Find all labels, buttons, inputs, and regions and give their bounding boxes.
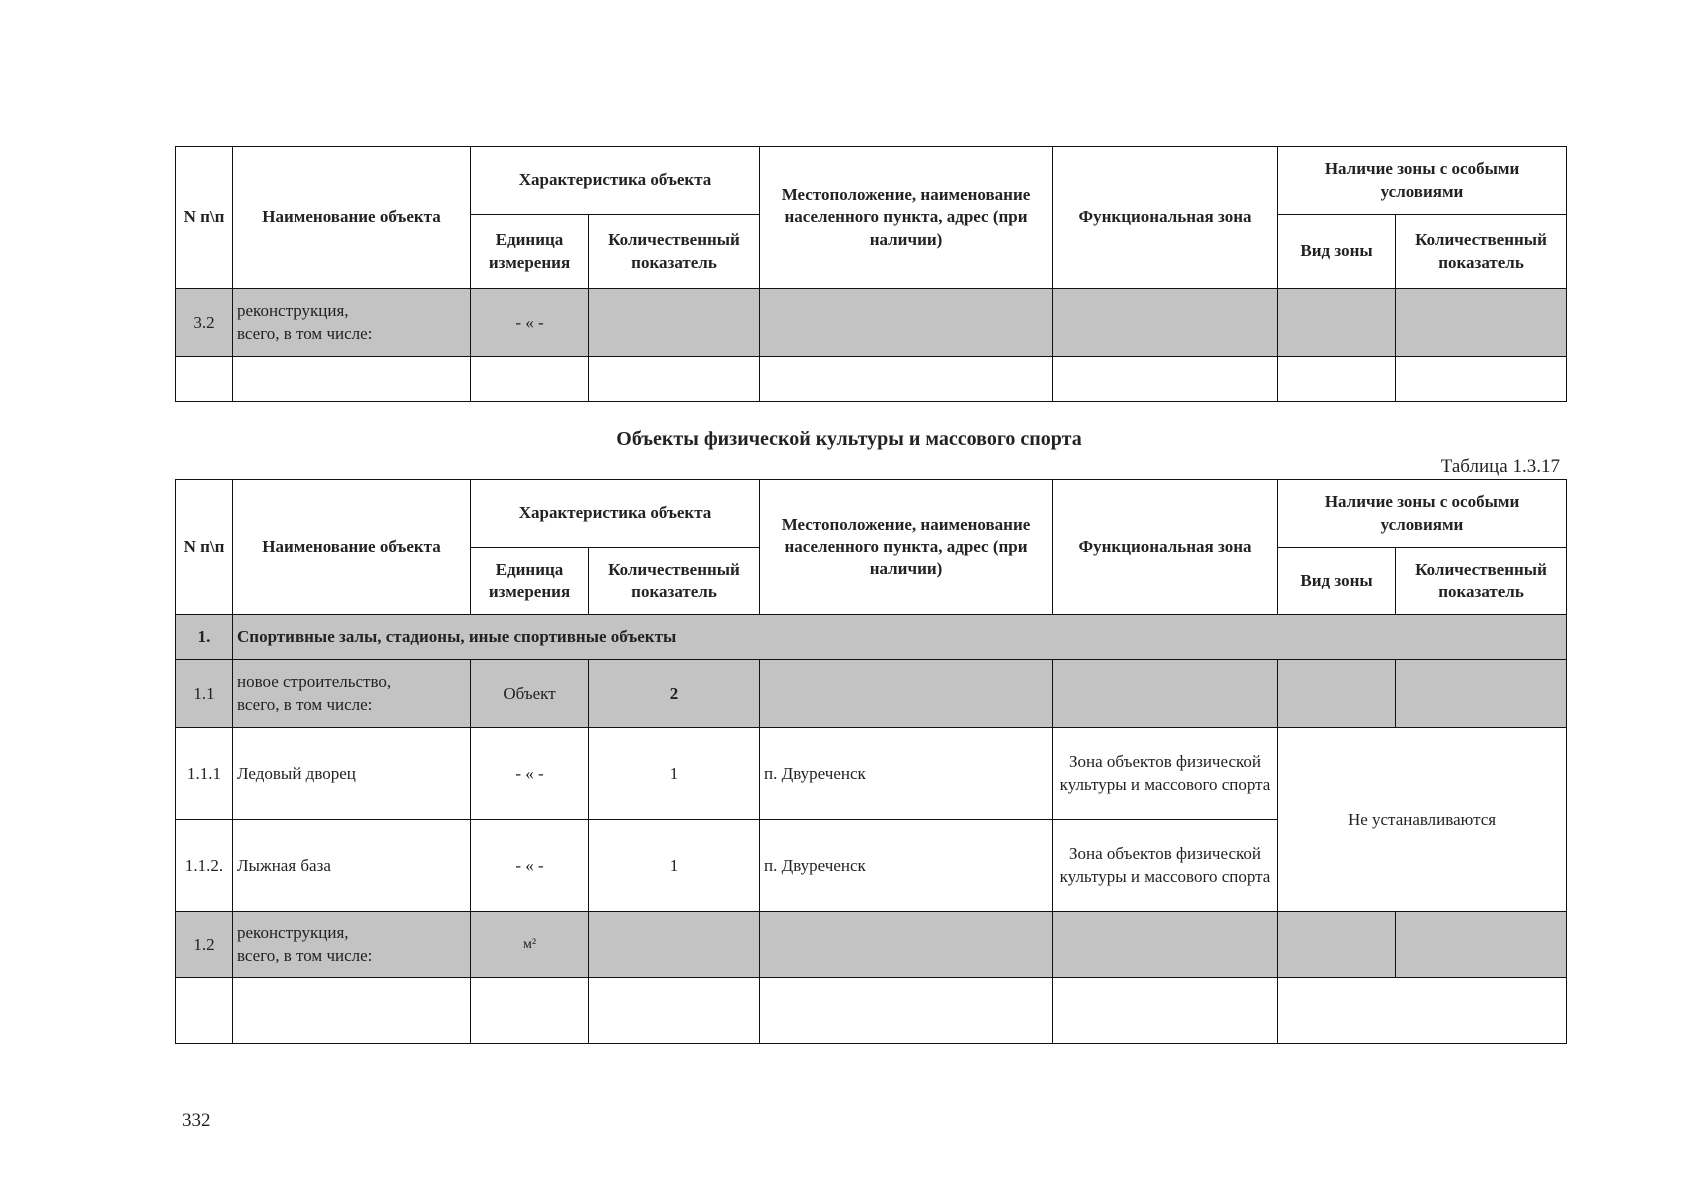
row-zone-type	[1278, 912, 1396, 978]
header-num: N п\п	[176, 147, 233, 289]
table-row	[176, 912, 1567, 978]
header-characteristic: Характеристика объекта	[471, 480, 760, 548]
row-num: 1.1.2.	[176, 820, 233, 912]
table-row	[176, 660, 1567, 728]
row-zone-quantity	[1396, 660, 1567, 728]
row-location: п. Двуреченск	[760, 728, 1053, 820]
header-special-zone: Наличие зоны с особыми условиями	[1278, 480, 1567, 548]
header-special-zone: Наличие зоны с особыми условиями	[1278, 147, 1567, 215]
row-functional-zone	[1053, 660, 1278, 728]
header-num: N п\п	[176, 480, 233, 615]
page-number: 332	[182, 1110, 211, 1131]
row-location	[760, 289, 1053, 357]
table-row	[176, 978, 1567, 1044]
table-row	[176, 289, 1567, 357]
header-unit: Единица измерения	[471, 548, 589, 615]
row-quantity	[589, 289, 760, 357]
section-row	[176, 615, 1567, 660]
row-unit: - « -	[471, 289, 589, 357]
header-quantity: Количественный показатель	[589, 215, 760, 289]
header-quantity: Количественный показатель	[589, 548, 760, 615]
row-functional-zone	[1053, 289, 1278, 357]
row-zone-type	[1278, 289, 1396, 357]
row-num: 1.1.1	[176, 728, 233, 820]
header-zone-type: Вид зоны	[1278, 548, 1396, 615]
row-location	[760, 912, 1053, 978]
row-location: п. Двуреченск	[760, 820, 1053, 912]
header-location: Местоположение, наименование населенного пункта, адрес (при наличии)	[760, 147, 1053, 289]
row-location	[760, 660, 1053, 728]
section-title: Объекты физической культуры и массового спорта	[616, 428, 1082, 450]
row-quantity: 2	[589, 660, 760, 728]
header-unit: Единица измерения	[471, 215, 589, 289]
header-name: Наименование объекта	[233, 480, 471, 615]
row-quantity	[589, 912, 760, 978]
row-zone-quantity	[1396, 912, 1567, 978]
row-name: реконструкция, всего, в том числе:	[233, 289, 471, 357]
header-zone-quantity: Количественный показатель	[1396, 215, 1567, 289]
row-num: 1.2	[176, 912, 233, 978]
header-functional-zone: Функциональная зона	[1053, 147, 1278, 289]
row-functional-zone: Зона объектов физической культуры и массового спорта	[1053, 728, 1278, 820]
header-characteristic: Характеристика объекта	[471, 147, 760, 215]
row-num: 3.2	[176, 289, 233, 357]
row-quantity: 1	[589, 820, 760, 912]
row-name: новое строительство, всего, в том числе:	[233, 660, 471, 728]
header-functional-zone: Функциональная зона	[1053, 480, 1278, 615]
row-quantity: 1	[589, 728, 760, 820]
table-continuation	[175, 146, 1567, 402]
header-name: Наименование объекта	[233, 147, 471, 289]
table-number: Таблица 1.3.17	[1440, 456, 1560, 477]
row-num: 1.1	[176, 660, 233, 728]
header-zone-quantity: Количественный показатель	[1396, 548, 1567, 615]
section-label: Спортивные залы, стадионы, иные спортивные объекты	[233, 615, 1567, 660]
table-row	[176, 728, 1567, 820]
row-unit: м²	[471, 912, 589, 978]
row-name: Лыжная база	[233, 820, 471, 912]
row-functional-zone	[1053, 912, 1278, 978]
header-location: Местоположение, наименование населенного пункта, адрес (при наличии)	[760, 480, 1053, 615]
table-row	[176, 357, 1567, 402]
zone-note: Не устанавливаются	[1278, 728, 1567, 912]
row-zone-quantity	[1396, 289, 1567, 357]
table-sports-objects	[175, 479, 1567, 1044]
row-name: реконструкция, всего, в том числе:	[233, 912, 471, 978]
row-zone-type	[1278, 660, 1396, 728]
section-num: 1.	[176, 615, 233, 660]
row-functional-zone: Зона объектов физической культуры и массового спорта	[1053, 820, 1278, 912]
row-unit: - « -	[471, 728, 589, 820]
header-zone-type: Вид зоны	[1278, 215, 1396, 289]
row-name: Ледовый дворец	[233, 728, 471, 820]
row-unit: - « -	[471, 820, 589, 912]
row-unit: Объект	[471, 660, 589, 728]
